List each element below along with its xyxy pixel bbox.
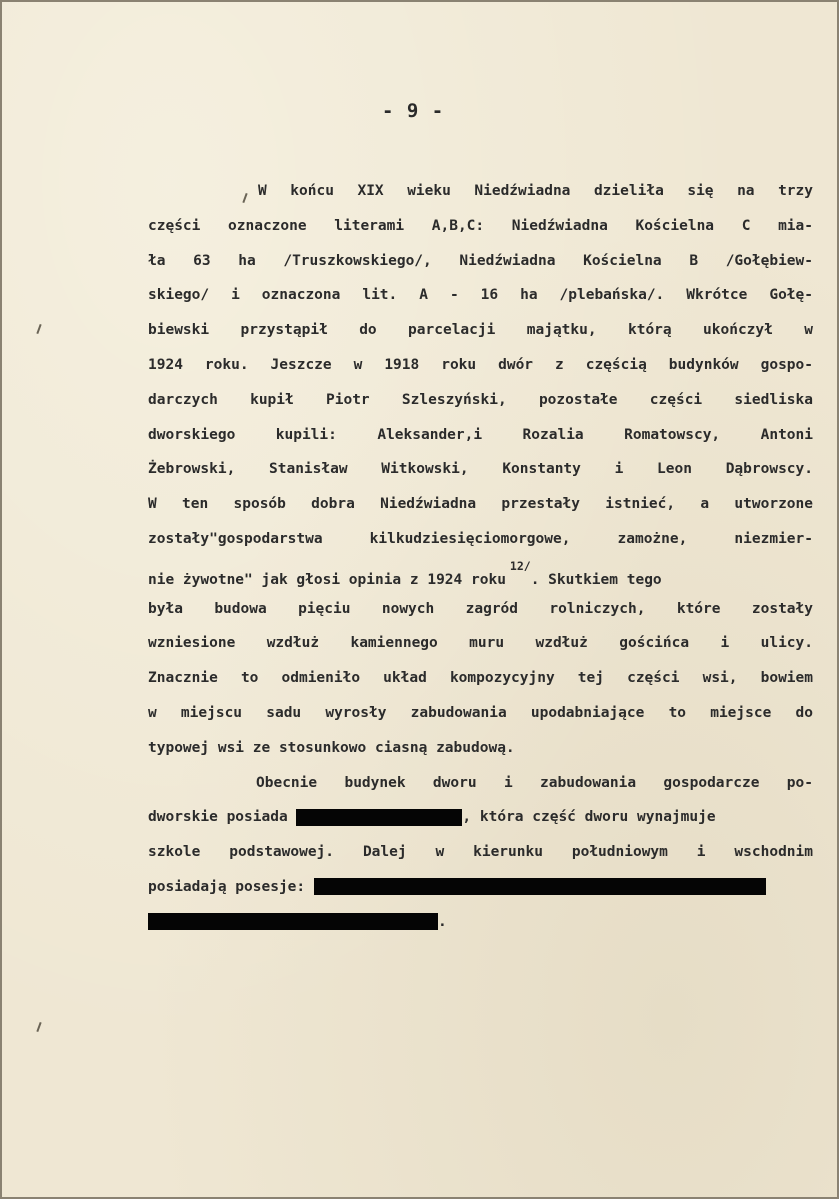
- text-fragment: .: [438, 913, 447, 930]
- footnote-reference: 12/: [509, 558, 531, 573]
- text-line-with-footnote: [148, 557, 813, 592]
- text-line: skiego/ i oznaczona lit. A - 16 ha /plebańska/. Wkrótce Gołę-: [148, 287, 813, 304]
- text-line-redacted: [148, 905, 813, 940]
- text-line: była budowa pięciu nowych zagród rolniczych, które zostały: [148, 600, 813, 617]
- redaction-bar: [148, 913, 438, 930]
- text-line: dworskiego kupili: Aleksander,i Rozalia Romatowscy, Antoni: [148, 426, 813, 443]
- scan-mark-left-2: [36, 1022, 41, 1032]
- text-fragment: , która część dworu wynajmuje: [462, 809, 716, 826]
- text-line-redacted: [148, 800, 813, 835]
- text-line: części oznaczone literami A,B,C: Niedźwiadna Kościelna C mia-: [148, 217, 813, 234]
- text-line-redacted: [148, 870, 813, 905]
- page-number: - 9 -: [382, 100, 445, 122]
- text-line: w miejscu sadu wyrosły zabudowania upodabniające to miejsce do: [148, 704, 813, 721]
- text-line: Obecnie budynek dworu i zabudowania gospodarcze po-: [256, 774, 813, 791]
- text-fragment: nie żywotne" jak głosi opinia z 1924 roku: [148, 571, 506, 588]
- redaction-bar: [296, 809, 462, 826]
- text-fragment: . Skutkiem tego: [530, 571, 662, 588]
- text-fragment: dworskie posiada: [148, 809, 288, 826]
- redaction-bar: [314, 878, 766, 895]
- text-line: W końcu XIX wieku Niedźwiadna dzieliła się na trzy: [258, 183, 813, 199]
- text-line: Żebrowski, Stanisław Witkowski, Konstanty i Leon Dąbrowscy.: [148, 461, 813, 478]
- text-fragment: posiadają posesje:: [148, 878, 306, 895]
- text-line: biewski przystąpił do parcelacji majątku, którą ukończył w: [148, 322, 813, 339]
- text-line: 1924 roku. Jeszcze w 1918 roku dwór z częścią budynków gospo-: [148, 356, 813, 373]
- body-text: [148, 174, 813, 940]
- text-line: szkole podstawowej. Dalej w kierunku południowym i wschodnim: [148, 844, 813, 861]
- text-line: ła 63 ha /Truszkowskiego/, Niedźwiadna Kościelna B /Gołębiew-: [148, 252, 813, 269]
- text-line: Znacznie to odmieniło układ kompozycyjny tej części wsi, bowiem: [148, 670, 813, 687]
- text-line: W ten sposób dobra Niedźwiadna przestały istnieć, a utworzone: [148, 496, 813, 513]
- text-line: darczych kupił Piotr Szleszyński, pozostałe części siedliska: [148, 391, 813, 408]
- text-line: wzniesione wzdłuż kamiennego muru wzdłuż gościńca i ulicy.: [148, 635, 813, 652]
- text-line: typowej wsi ze stosunkowo ciasną zabudową.: [148, 739, 515, 756]
- scan-mark-left-1: [36, 324, 41, 334]
- text-line: zostały"gospodarstwa kilkudziesięciomorgowe, zamożne, niezmier-: [148, 530, 813, 547]
